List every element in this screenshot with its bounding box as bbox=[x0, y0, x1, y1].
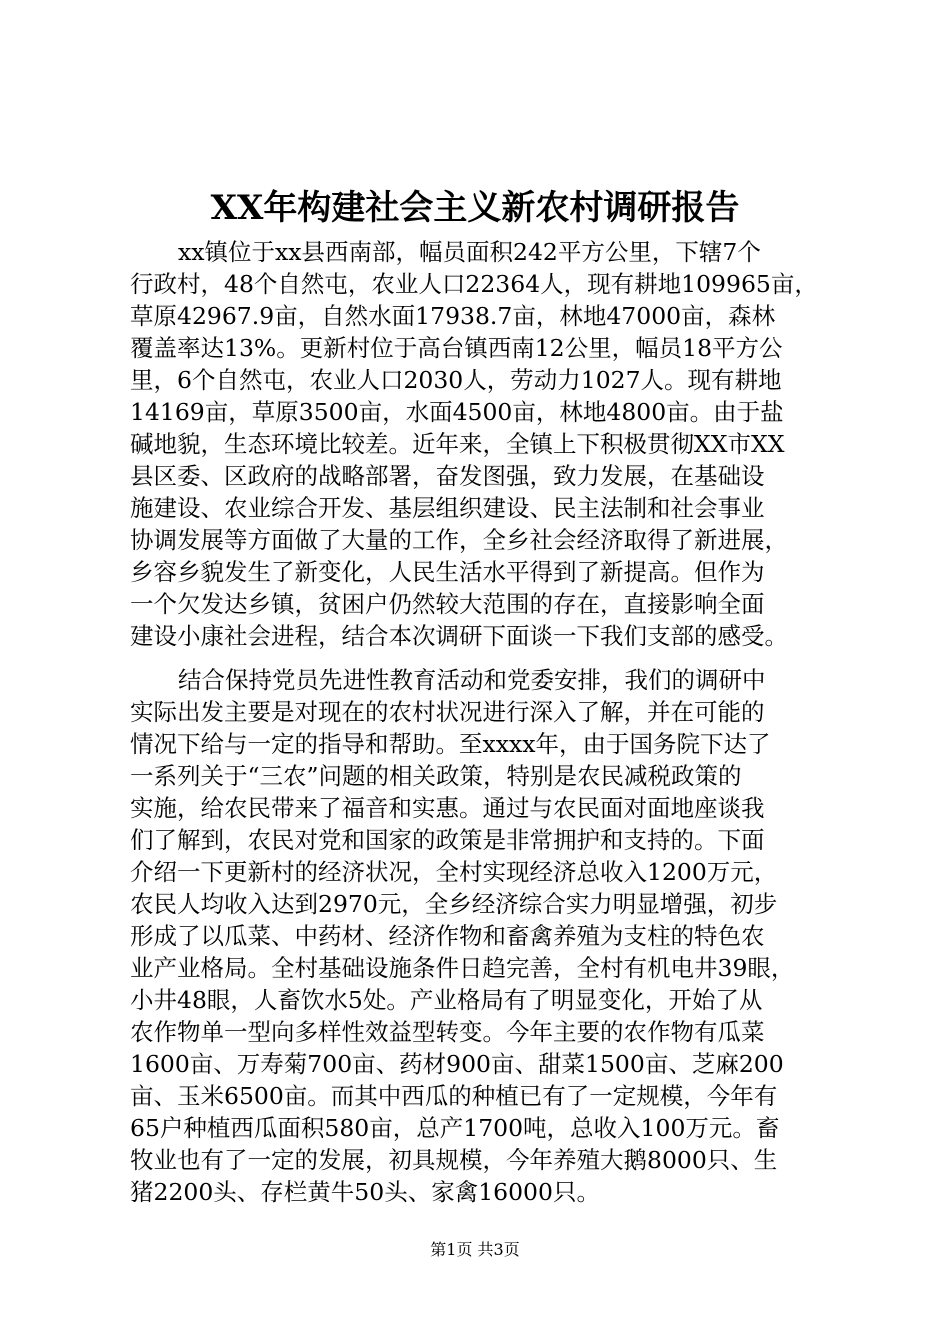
paragraph-1-line: 乡容乡貌发生了新变化，人民生活水平得到了新提高。但作为 bbox=[130, 558, 765, 586]
paragraph-2-line: 们了解到，农民对党和国家的政策是非常拥护和支持的。下面 bbox=[130, 826, 765, 854]
paragraph-1-line: 碱地貌，生态环境比较差。近年来，全镇上下积极贯彻XX市XX bbox=[130, 430, 785, 458]
paragraph-2-line: 结合保持党员先进性教育活动和党委安排，我们的调研中 bbox=[178, 666, 766, 694]
paragraph-2-line: 65户种植西瓜面积580亩，总产1700吨，总收入100万元。畜 bbox=[130, 1114, 780, 1142]
paragraph-2-line: 牧业也有了一定的发展，初具规模，今年养殖大鹅8000只、生 bbox=[130, 1146, 778, 1174]
paragraph-1-line: 草原42967.9亩，自然水面17938.7亩，林地47000亩，森林 bbox=[130, 302, 776, 330]
paragraph-1-line: 施建设、农业综合开发、基层组织建设、民主法制和社会事业 bbox=[130, 494, 765, 522]
paragraph-1-line: 14169亩，草原3500亩，水面4500亩，林地4800亩。由于盐 bbox=[130, 398, 784, 426]
paragraph-1-line: 行政村，48个自然屯，农业人口22364人，现有耕地109965亩， bbox=[130, 270, 818, 298]
paragraph-1-line: 一个欠发达乡镇，贫困户仍然较大范围的存在，直接影响全面 bbox=[130, 590, 765, 618]
paragraph-2-line: 农作物单一型向多样性效益型转变。今年主要的农作物有瓜菜 bbox=[130, 1018, 765, 1046]
document-title: XX年构建社会主义新农村调研报告 bbox=[210, 188, 740, 228]
paragraph-1-line: xx镇位于xx县西南部，幅员面积242平方公里，下辖7个 bbox=[178, 238, 761, 266]
paragraph-1-line: 覆盖率达13%。更新村位于高台镇西南12公里，幅员18平方公 bbox=[130, 334, 783, 362]
paragraph-1-line: 里，6个自然屯，农业人口2030人，劳动力1027人。现有耕地 bbox=[130, 366, 782, 394]
page-number-footer: 第1页 共3页 bbox=[430, 1240, 520, 1259]
paragraph-2-line: 情况下给与一定的指导和帮助。至xxxx年，由于国务院下达了 bbox=[130, 730, 771, 758]
paragraph-2-line: 一系列关于“三农”问题的相关政策，特别是农民减税政策的 bbox=[130, 762, 742, 790]
paragraph-2-line: 猪2200头、存栏黄牛50头、家禽16000只。 bbox=[130, 1178, 600, 1206]
paragraph-1-line: 协调发展等方面做了大量的工作，全乡社会经济取得了新进展， bbox=[130, 526, 788, 554]
paragraph-2-line: 实际出发主要是对现在的农村状况进行深入了解，并在可能的 bbox=[130, 698, 765, 726]
paragraph-2-line: 实施，给农民带来了福音和实惠。通过与农民面对面地座谈我 bbox=[130, 794, 765, 822]
paragraph-2-line: 形成了以瓜菜、中药材、经济作物和畜禽养殖为支柱的特色农 bbox=[130, 922, 765, 950]
paragraph-2-line: 业产业格局。全村基础设施条件日趋完善，全村有机电井39眼， bbox=[130, 954, 795, 982]
paragraph-1-line: 建设小康社会进程，结合本次调研下面谈一下我们支部的感受。 bbox=[130, 622, 788, 650]
paragraph-2-line: 亩、玉米6500亩。而其中西瓜的种植已有了一定规模，今年有 bbox=[130, 1082, 778, 1110]
paragraph-1-line: 县区委、区政府的战略部署，奋发图强，致力发展，在基础设 bbox=[130, 462, 765, 490]
paragraph-2-line: 1600亩、万寿菊700亩、药材900亩、甜菜1500亩、芝麻200 bbox=[130, 1050, 784, 1078]
paragraph-2-line: 农民人均收入达到2970元，全乡经济综合实力明显增强，初步 bbox=[130, 890, 778, 918]
paragraph-2-line: 介绍一下更新村的经济状况，全村实现经济总收入1200万元， bbox=[130, 858, 778, 886]
paragraph-2-line: 小井48眼，人畜饮水5处。产业格局有了明显变化，开始了从 bbox=[130, 986, 763, 1014]
